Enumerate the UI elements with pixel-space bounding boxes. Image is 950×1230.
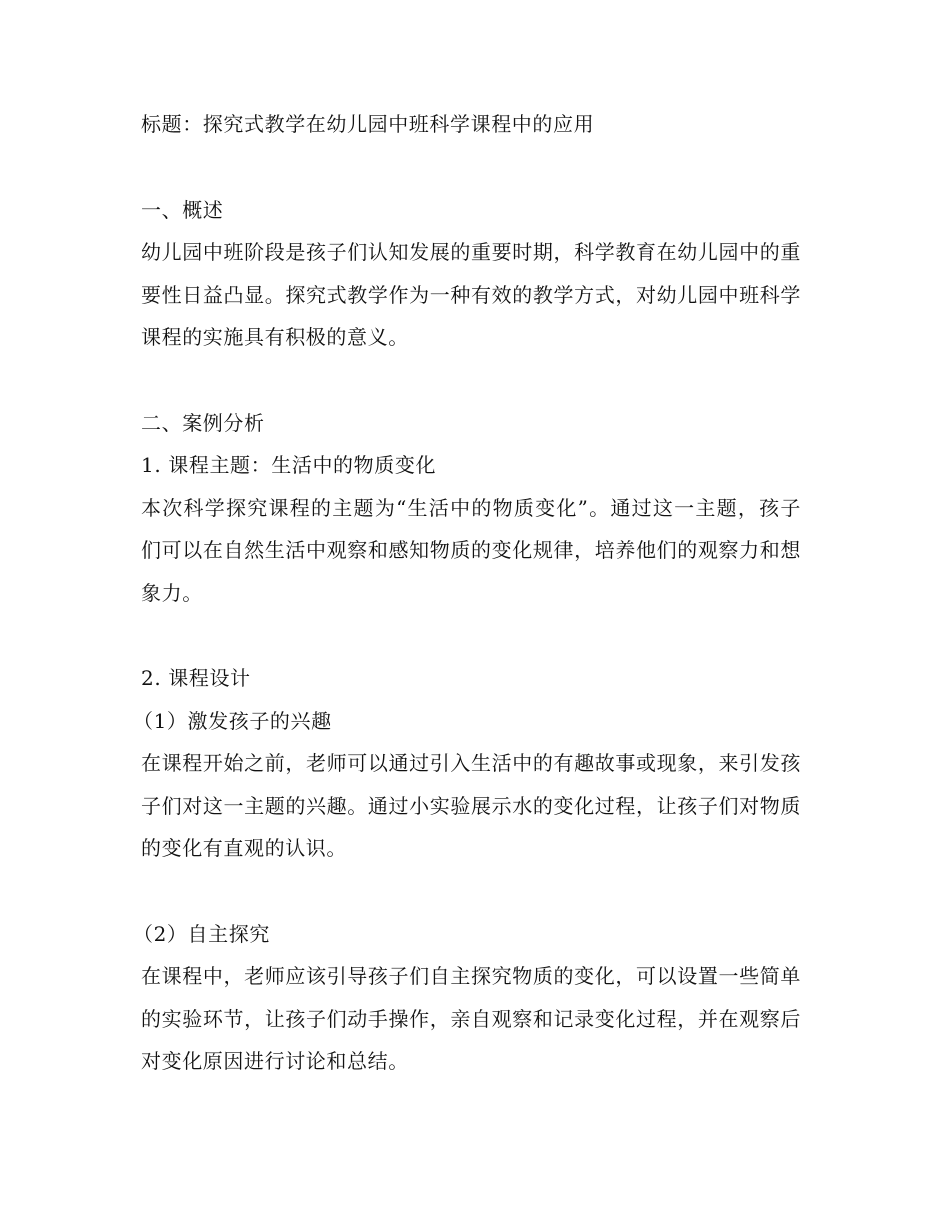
item-heading-course-design: 2. 课程设计 [141, 666, 251, 690]
subheading-self-exploration: （2）自主探究 [133, 921, 270, 946]
spacer [141, 359, 801, 402]
section-heading-case-analysis: 二、案例分析 [141, 410, 265, 435]
section-heading-overview: 一、概述 [141, 197, 224, 222]
spacer [141, 614, 801, 657]
document-title: 标题：探究式教学在幼儿园中班科学课程中的应用 [141, 112, 595, 136]
spark-interest-paragraph: 在课程开始之前，老师可以通过引入生活中的有趣故事或现象，来引发孩子们对这一主题的兴趣。通过小实验展示水的变化过程，让孩子们对物质的变化有直观的认识。 [141, 751, 801, 860]
self-exploration-paragraph: 在课程中，老师应该引导孩子们自主探究物质的变化，可以设置一些简单的实验环节，让孩子们动手操作，亲自观察和记录变化过程，并在观察后对变化原因进行讨论和总结。 [141, 964, 801, 1073]
subheading-spark-interest: （1）激发孩子的兴趣 [133, 708, 332, 733]
spacer [141, 870, 801, 913]
overview-paragraph: 幼儿园中班阶段是孩子们认知发展的重要时期，科学教育在幼儿园中的重要性日益凸显。探究式教学作为一种有效的教学方式，对幼儿园中班科学课程的实施具有积极的意义。 [141, 240, 801, 349]
spacer [141, 146, 801, 189]
document-body [133, 103, 801, 1083]
course-theme-paragraph: 本次科学探究课程的主题为“生活中的物质变化”。通过这一主题，孩子们可以在自然生活中观察和感知物质的变化规律，培养他们的观察力和想象力。 [141, 495, 801, 605]
item-heading-course-theme: 1. 课程主题：生活中的物质变化 [141, 453, 437, 477]
